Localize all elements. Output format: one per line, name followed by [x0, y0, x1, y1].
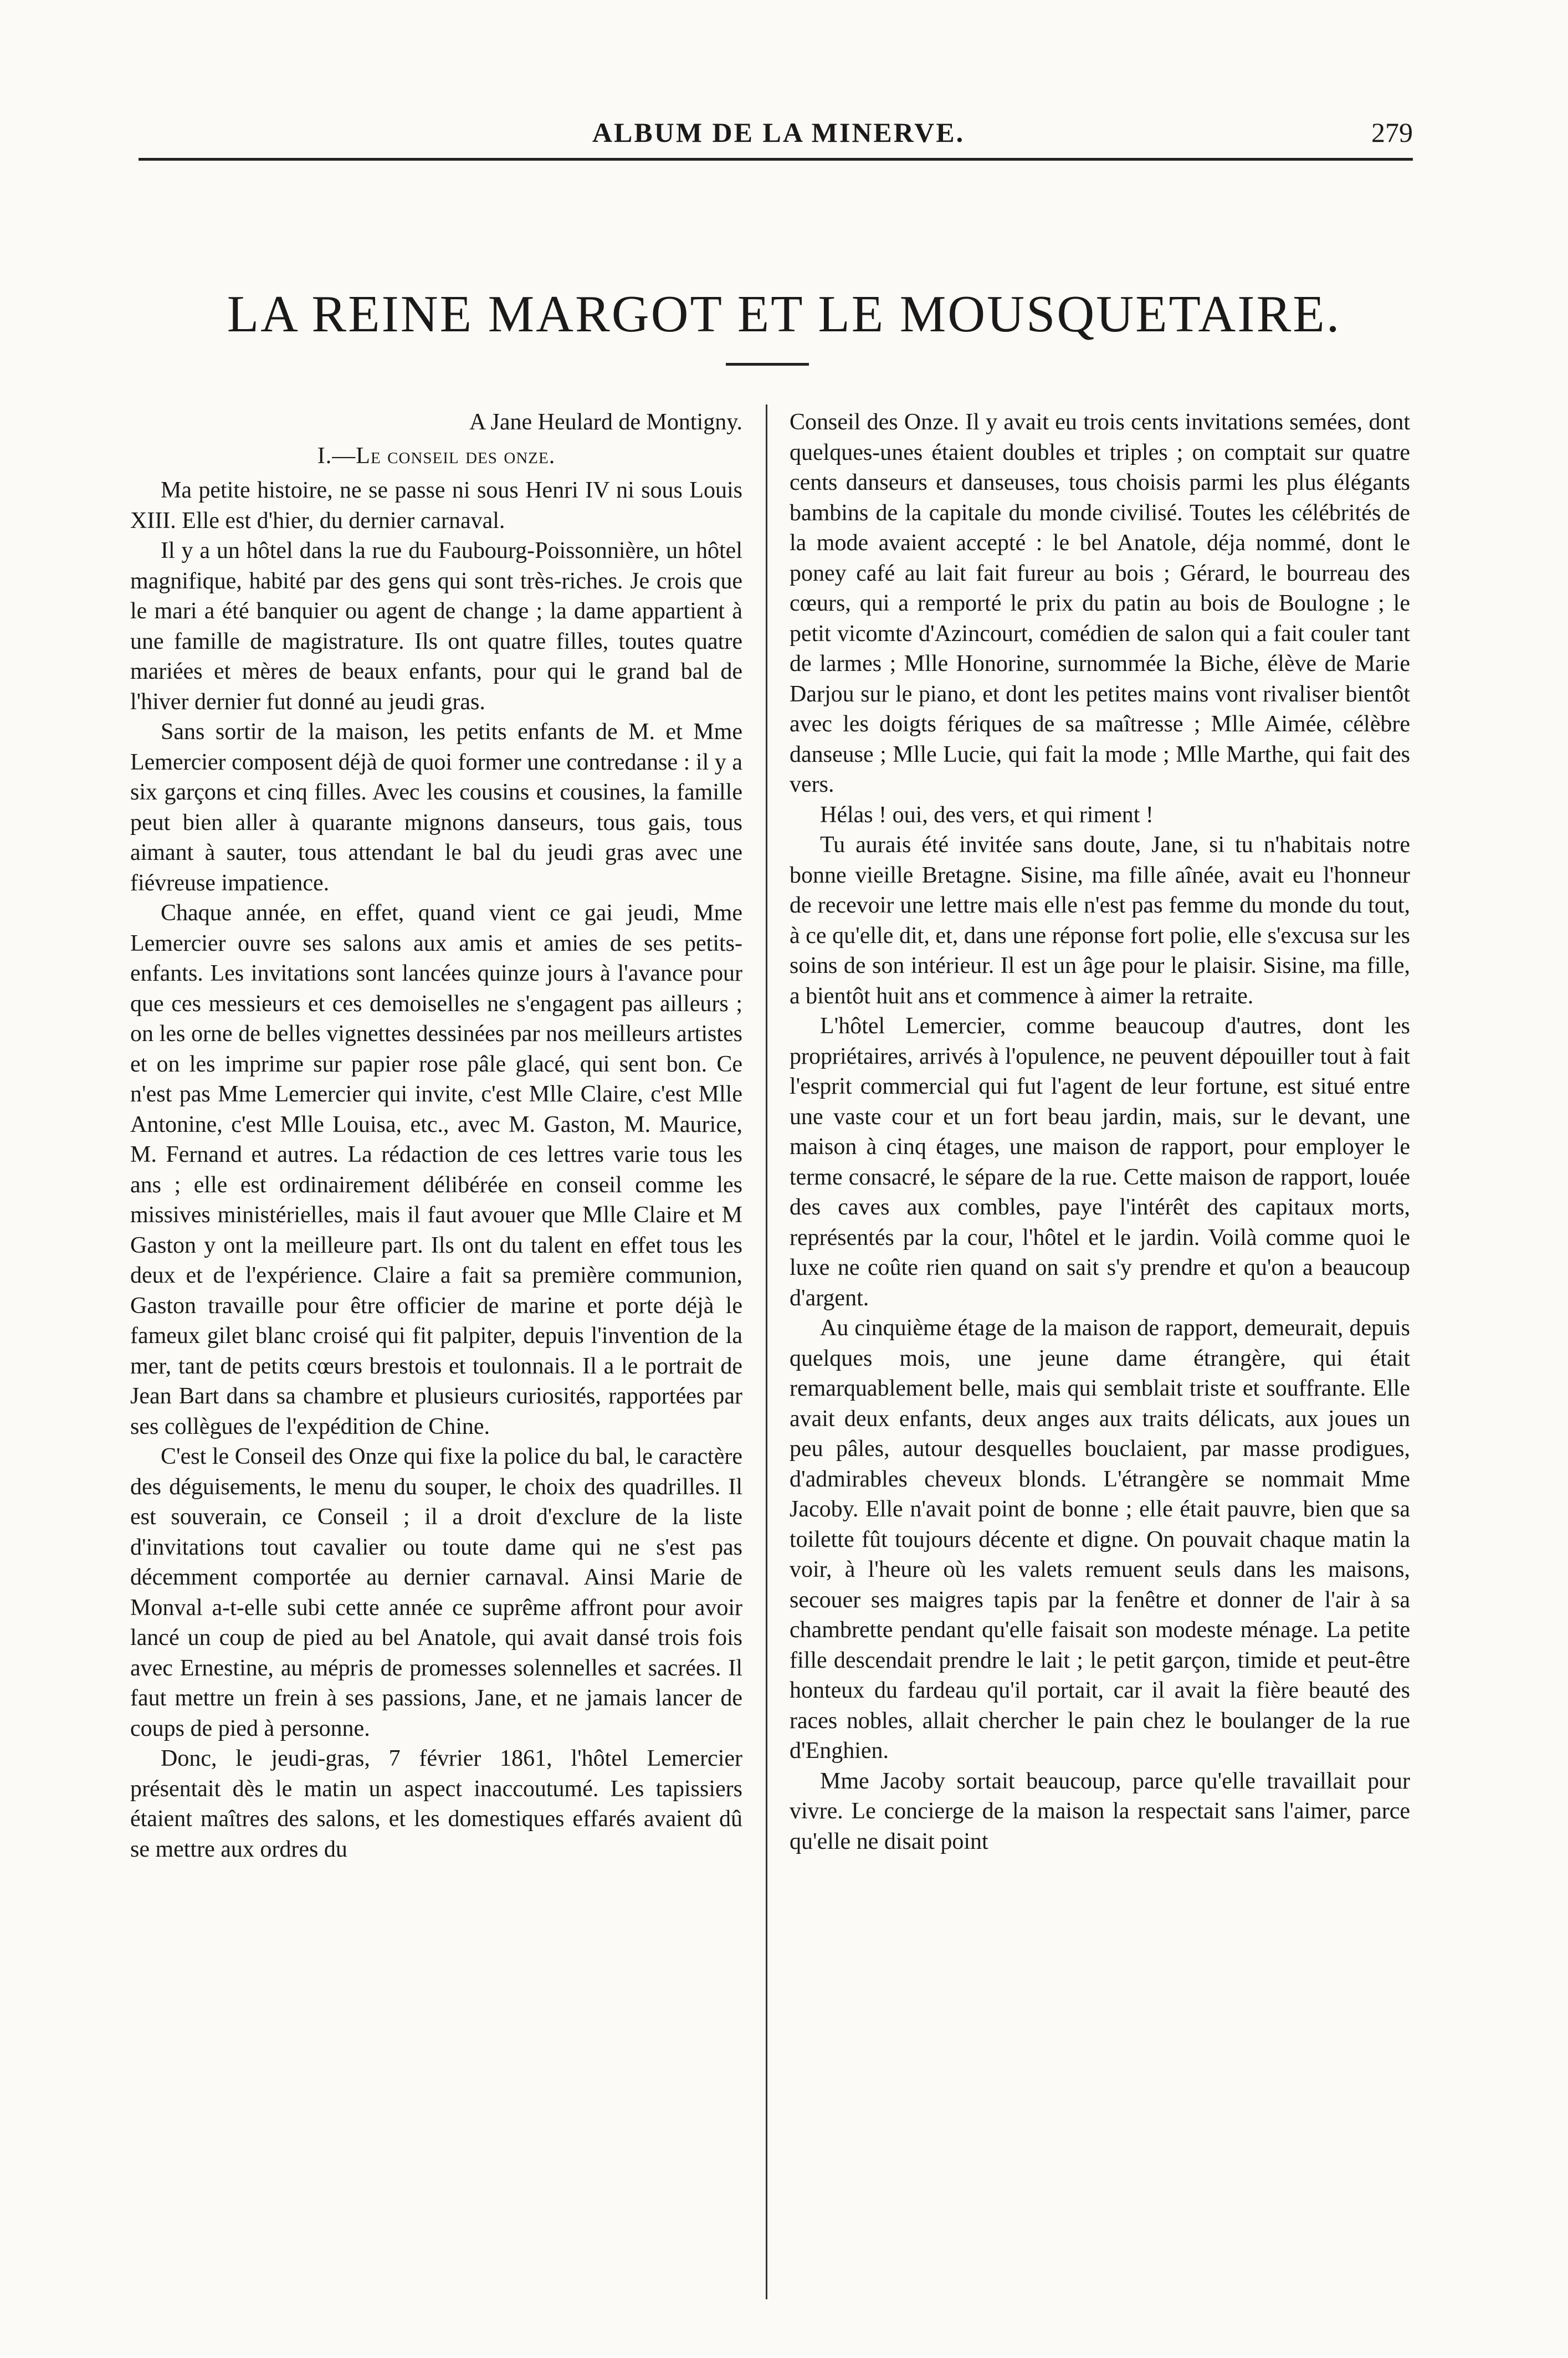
paragraph: Hélas ! oui, des vers, et qui riment !	[820, 802, 1154, 828]
left-column	[130, 407, 742, 2291]
paragraph: Au cinquième étage de la maison de rapport, demeurait, depuis quelques mois, une jeune dame étrangère, qui était remarquablement belle, mais qui semblait triste et souffrante. Elle avait deux enfants, deux anges aux traits délicats, aux joues un peu pâles, autour desquelles bouclaient, par masse prodigues, d'admirables cheveux blonds. L'étrangère se nommait Mme Jacoby. Elle n'avait point de bonne ; elle était pauvre, bien que sa toilette fût toujours décente et digne. On pouvait chaque matin la voir, à l'heure où les valets remuent seuls dans les maisons, secouer ses maigres tapis par la fenêtre et donner de l'air à sa chambrette pendant qu'elle faisait son modeste ménage. La petite fille descendait prendre le lait ; le petit garçon, timide et peut-être honteux du fardeau qu'il portait, car il avait la fière beauté des races nobles, allait chercher le pain chez le boulanger de la rue d'Enghien.	[790, 1315, 1410, 1764]
paragraph: C'est le Conseil des Onze qui fixe la police du bal, le caractère des déguisements, le menu du souper, le choix des quadrilles. Il est souverain, ce Conseil ; il a droit d'exclure de la liste d'invitations tout cavalier ou toute dame qui ne s'est pas décemment comportée au dernier carnaval. Ainsi Marie de Monval a-t-elle subi cette année ce suprême affront pour avoir lancé un coup de pied au bel Anatole, qui avait dansé trois fois avec Ernestine, au mépris de promesses solennelles et sacrées. Il faut mettre un frein à ses passions, Jane, et ne jamais lancer de coups de pied à personne.	[130, 1444, 742, 1741]
paragraph: Chaque année, en effet, quand vient ce gai jeudi, Mme Lemercier ouvre ses salons aux amis et amies de ses petits-enfants. Les invitations sont lancées quinze jours à l'avance pour que ces messieurs et ces demoiselles ne s'engagent pas ailleurs ; on les orne de belles vignettes dessinées par nos meilleurs artistes et on les imprime sur papier rose pâle glacé, qui sent bon. Ce n'est pas Mme Lemercier qui invite, c'est Mlle Claire, c'est Mlle Antonine, c'est Mlle Louisa, etc., avec M. Gaston, M. Maurice, M. Fernand et autres. La rédaction de ces lettres varie tous les ans ; elle est ordinairement délibérée en conseil comme les missives ministérielles, mais il faut avouer que Mlle Claire et M Gaston y ont la meilleure part. Ils ont du talent en effet tous les deux et de l'expérience. Claire a fait sa première communion, Gaston travaille pour être officier de marine et porte déjà le fameux gilet blanc croisé qui fit palpiter, depuis l'invention de la mer, tant de petits cœurs brestois et toulonnais. Il a le portrait de Jean Bart dans sa chambre et plusieurs curiosités, rapportées par ses collègues de l'expédition de Chine.	[130, 900, 742, 1439]
dedication: A Jane Heulard de Montigny.	[469, 409, 742, 435]
paragraph: Ma petite histoire, ne se passe ni sous Henri IV ni sous Louis XIII. Elle est d'hier, du dernier carnaval.	[130, 478, 742, 534]
page-header	[144, 116, 1413, 161]
paragraph: Mme Jacoby sortait beaucoup, parce qu'elle travaillait pour vivre. Le concierge de la maison la respectait sans l'aimer, parce qu'elle ne disait point	[790, 1768, 1410, 1854]
article-title: LA REINE MARGOT ET LE MOUSQUETAIRE.	[227, 285, 1341, 343]
paragraph: Sans sortir de la maison, les petits enfants de M. et Mme Lemercier composent déjà de quoi former une contredanse : il y a six garçons et cinq filles. Avec les cousins et cousines, la famille peut bien aller à quarante mignons danseurs, tous gais, tous aimant à sauter, tous attendant le bal du jeudi gras avec une fiévreuse impatience.	[130, 719, 742, 896]
title-rule	[726, 363, 809, 366]
paragraph: L'hôtel Lemercier, comme beaucoup d'autres, dont les propriétaires, arrivés à l'opulence, ne peuvent dépouiller tout à fait l'esprit commercial qui fut l'agent de leur fortune, est situé entre une vaste cour et un fort beau jardin, mais, sur le devant, une maison à cinq étages, une maison de rapport, pour employer le terme consacré, le sépare de la rue. Cette maison de rapport, louée des caves aux combles, paye l'intérêt des capitaux morts, représentés par la cour, l'hôtel et le jardin. Voilà comme quoi le luxe ne coûte rien quand on sait s'y prendre et qu'on a beaucoup d'argent.	[790, 1013, 1410, 1311]
right-column	[790, 407, 1410, 2291]
header-rule	[139, 158, 1413, 161]
running-title: ALBUM DE LA MINERVE.	[592, 117, 965, 148]
section-title: I.—Le conseil des onze.	[317, 443, 556, 469]
paragraph: Tu aurais été invitée sans doute, Jane, si tu n'habitais notre bonne vieille Bretagne. Sisine, ma fille aînée, avait eu l'honneur de recevoir une lettre mais elle n'est pas femme du monde du tout, à ce qu'elle dit, et, dans une réponse fort polie, elle s'excusa sur les soins de son intérieur. Il est un âge pour le plaisir. Sisine, ma fille, a bientôt huit ans et commence à aimer la retraite.	[790, 832, 1410, 1009]
paragraph: Donc, le jeudi-gras, 7 février 1861, l'hôtel Lemercier présentait dès le matin un aspect inaccoutumé. Les tapissiers étaient maîtres des salons, et les domestiques effarés avaient dû se mettre aux ordres du	[130, 1746, 742, 1862]
column-divider	[766, 404, 767, 2299]
paragraph: Il y a un hôtel dans la rue du Faubourg-Poissonnière, un hôtel magnifique, habité par des gens qui sont très-riches. Je crois que le mari a été banquier ou agent de change ; la dame appartient à une famille de magistrature. Ils ont quatre filles, toutes quatre mariées et mères de beaux enfants, pour qui le grand bal de l'hiver dernier fut donné au jeudi gras.	[130, 538, 742, 715]
page-number: 279	[1371, 117, 1413, 148]
paragraph-continuation: Conseil des Onze. Il y avait eu trois cents invitations semées, dont quelques-unes étaient doubles et triples ; on comptait sur quatre cents danseurs et danseuses, tous choisis parmi les plus élégants bambins de la capitale du monde civilisé. Toutes les célébrités de la mode avaient accepté : le bel Anatole, déja nommé, dont le poney café au lait fait fureur au bois ; Gérard, le bourreau des cœurs, qui a remporté le prix du patin au bois de Boulogne ; le petit vicomte d'Azincourt, comédien de salon qui a fait couler tant de larmes ; Mlle Honorine, surnommée la Biche, élève de Marie Darjou sur le piano, et dont les petites mains vont rivaliser bientôt avec les doigts fériques de sa maîtresse ; Mlle Aimée, célèbre danseuse ; Mlle Lucie, qui fait la mode ; Mlle Marthe, qui fait des vers.	[790, 409, 1410, 797]
